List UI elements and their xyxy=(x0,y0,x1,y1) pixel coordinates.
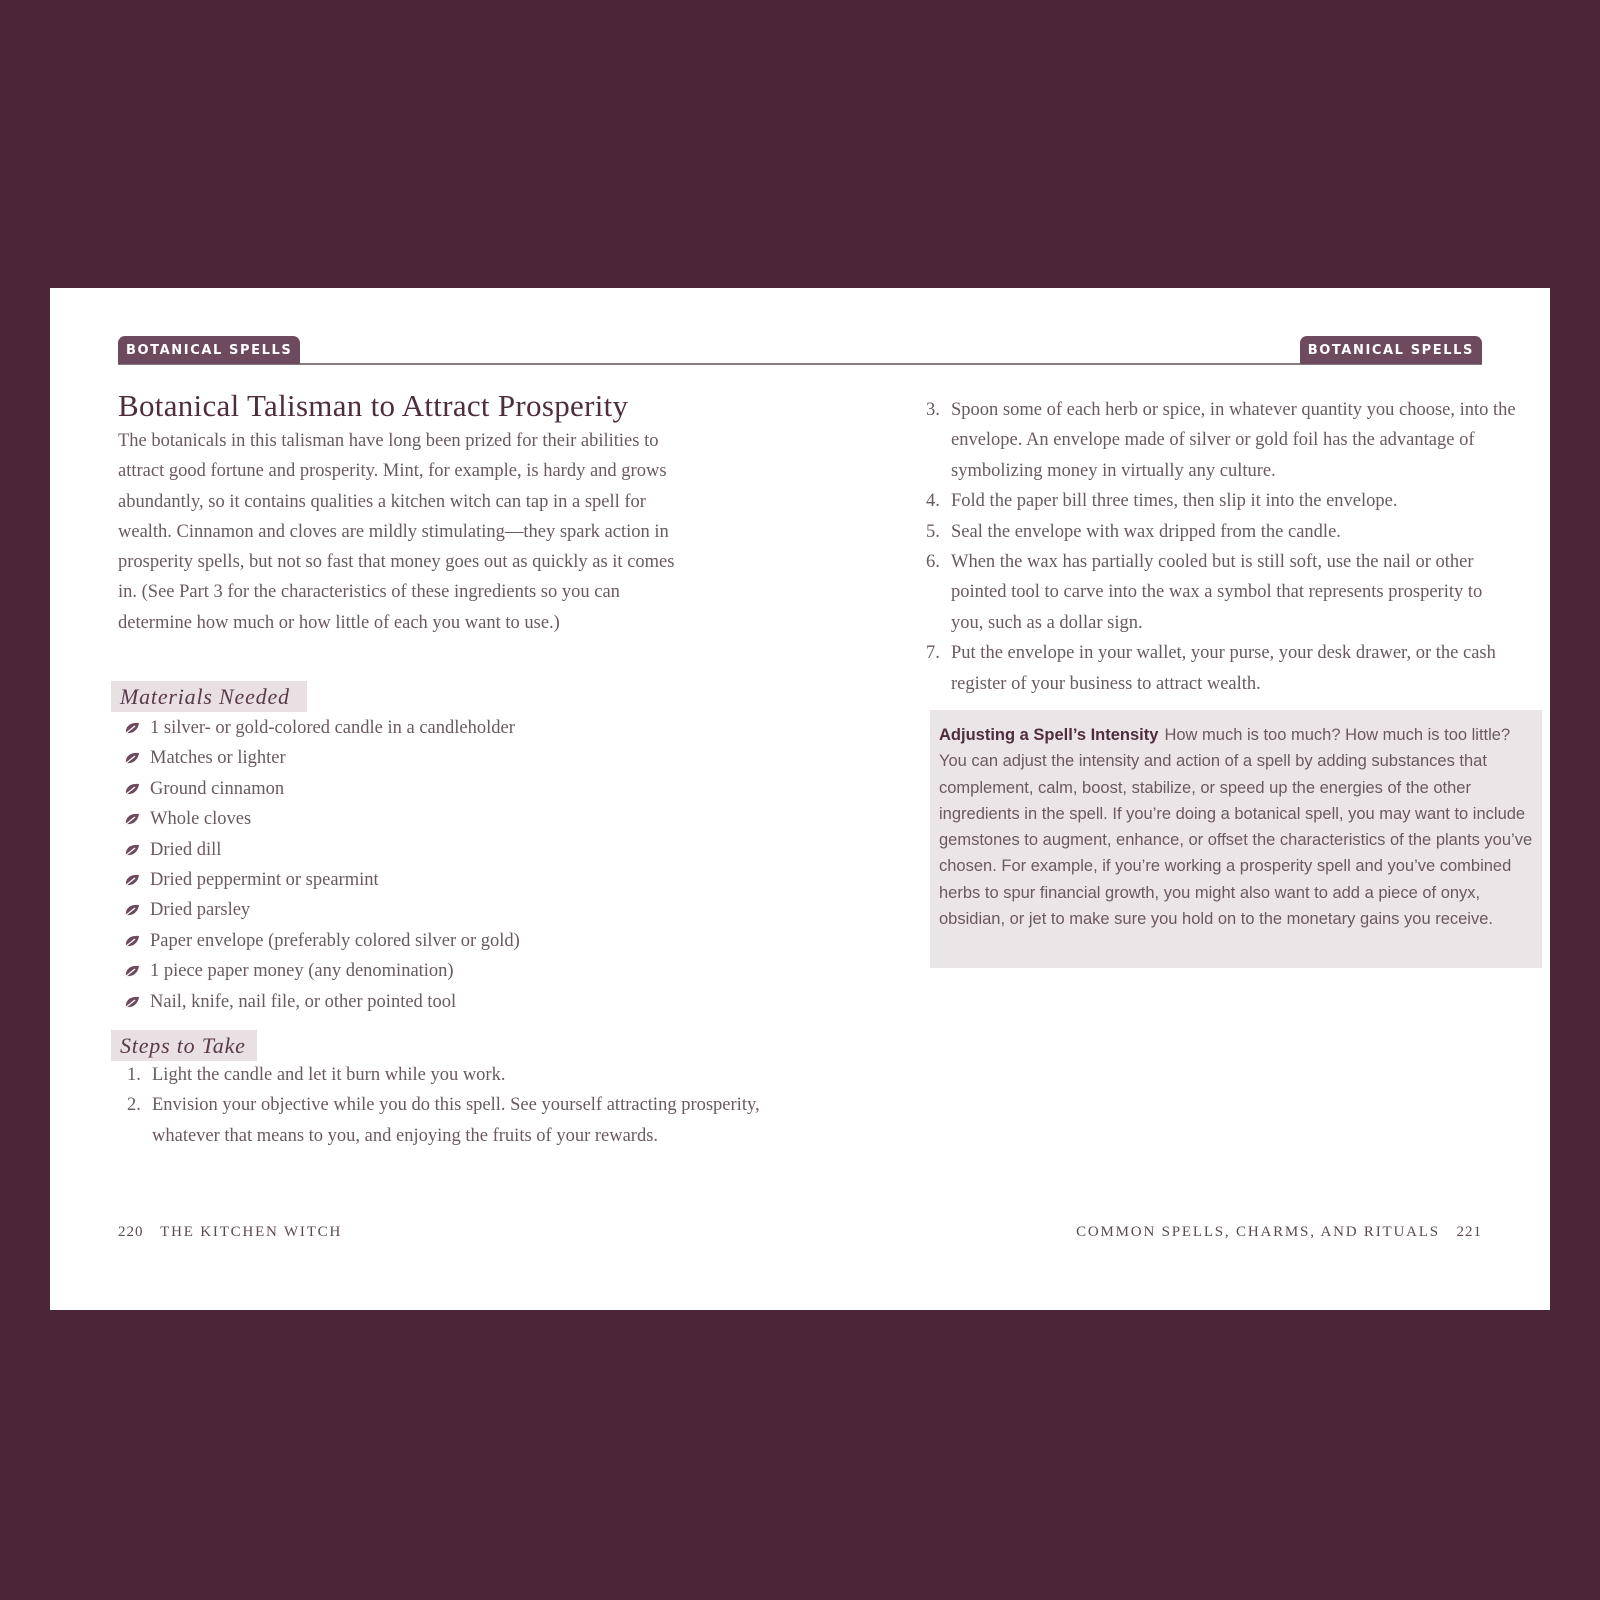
left-page xyxy=(50,288,800,1310)
list-item xyxy=(124,774,520,804)
section-tab: BOTANICAL SPELLS xyxy=(1300,336,1482,364)
material-text: Nail, knife, nail file, or other pointed tool xyxy=(150,991,457,1012)
material-text: Whole cloves xyxy=(150,809,252,830)
leaf-icon xyxy=(124,989,141,1003)
step-item xyxy=(923,547,1518,638)
step-number: 5. xyxy=(926,521,940,542)
material-text: Dried parsley xyxy=(150,900,251,921)
step-item xyxy=(923,486,1518,516)
sidebar-title: Adjusting a Spell’s Intensity xyxy=(939,726,1159,744)
step-item xyxy=(124,1060,764,1090)
left-footer xyxy=(118,1224,342,1241)
steps-list xyxy=(124,1060,764,1151)
section-tab: BOTANICAL SPELLS xyxy=(118,336,300,364)
list-item xyxy=(124,713,520,743)
steps-heading: Steps to Take xyxy=(111,1030,257,1061)
step-text: Light the candle and let it burn while you work. xyxy=(152,1065,506,1085)
right-footer xyxy=(1076,1224,1482,1241)
step-item xyxy=(124,1090,764,1151)
material-text: Ground cinnamon xyxy=(150,778,285,799)
list-item xyxy=(124,926,520,956)
step-text: Put the envelope in your wallet, your purse, your desk drawer, or the cash register of your business to attract wealth. xyxy=(951,643,1496,694)
list-item xyxy=(124,865,520,895)
material-text: 1 silver- or gold-colored candle in a candleholder xyxy=(150,718,515,738)
step-number: 7. xyxy=(926,643,940,664)
material-text: Paper envelope (preferably colored silver or gold) xyxy=(150,930,520,951)
leaf-icon xyxy=(124,745,141,759)
material-text: Dried dill xyxy=(150,839,222,860)
material-text: 1 piece paper money (any denomination) xyxy=(150,961,454,982)
materials-list xyxy=(124,713,520,1017)
step-text: Envision your objective while you do this spell. See yourself attracting prosperity, whatever that means to you, and enjoying the fruits of your rewards. xyxy=(152,1095,760,1146)
step-text: Seal the envelope with wax dripped from the candle. xyxy=(951,521,1341,542)
step-number: 4. xyxy=(926,491,940,512)
step-number: 1. xyxy=(127,1065,141,1085)
page-number: 221 xyxy=(1456,1224,1482,1240)
step-item xyxy=(923,395,1518,486)
step-item xyxy=(923,517,1518,547)
list-item xyxy=(124,804,520,834)
steps-list-continued xyxy=(923,395,1518,699)
step-number: 6. xyxy=(926,552,940,573)
material-text: Dried peppermint or spearmint xyxy=(150,869,379,890)
page-number: 220 xyxy=(118,1224,144,1240)
book-spread xyxy=(50,288,1550,1310)
intro-paragraph: The botanicals in this talisman have long been prized for their abilities to attract good fortune and prosperity. Mint, for example, is hardy and grows abundantly, so it contains qualities a kitchen witch can tap in a spell for wealth. Cinnamon and cloves are mildly stimulating—they spark action in prosperity spells, but not so fast that money goes out as quickly as it comes in. (See Part 3 for the characteristics of these ingredients so you can determine how much or how little of each you want to use.) xyxy=(118,431,675,633)
leaf-icon xyxy=(124,806,141,820)
spell-title: Botanical Talisman to Attract Prosperity xyxy=(118,388,629,423)
book-title: THE KITCHEN WITCH xyxy=(160,1224,343,1240)
leaf-icon xyxy=(124,928,141,942)
sidebar-body: How much is too much? How much is too little? You can adjust the intensity and action of a spell by adding substances that complement, calm, boost, stabilize, or speed up the energies of the other ingredients in the spell. If you’re doing a botanical spell, you may want to include gemstones to augment, enhance, or offset the characteristics of the plants you’ve chosen. For example, if you’re working a prosperity spell and you’ve combined herbs to spur financial growth, you might also want to add a piece of onyx, obsidian, or jet to make sure you hold on to the monetary gains you receive. xyxy=(939,726,1533,929)
list-item xyxy=(124,835,520,865)
leaf-icon xyxy=(124,776,141,790)
materials-heading: Materials Needed xyxy=(111,681,307,712)
material-text: Matches or lighter xyxy=(150,748,286,769)
sidebar-box xyxy=(930,710,1542,968)
step-text: Spoon some of each herb or spice, in whatever quantity you choose, into the envelope. An envelope made of silver or gold foil has the advantage of symbolizing money in virtually any culture. xyxy=(951,400,1516,481)
leaf-icon xyxy=(124,958,141,972)
list-item xyxy=(124,987,520,1017)
right-page xyxy=(800,288,1550,1310)
leaf-icon xyxy=(124,715,141,729)
step-text: When the wax has partially cooled but is still soft, use the nail or other pointed tool to carve into the wax a symbol that represents prosperity to you, such as a dollar sign. xyxy=(951,552,1483,633)
step-number: 3. xyxy=(926,400,940,420)
leaf-icon xyxy=(124,897,141,911)
list-item xyxy=(124,743,520,773)
step-text: Fold the paper bill three times, then slip it into the envelope. xyxy=(951,491,1398,512)
list-item xyxy=(124,895,520,925)
list-item xyxy=(124,956,520,986)
step-number: 2. xyxy=(127,1095,141,1116)
leaf-icon xyxy=(124,867,141,881)
chapter-title: COMMON SPELLS, CHARMS, AND RITUALS xyxy=(1076,1224,1440,1240)
leaf-icon xyxy=(124,837,141,851)
step-item xyxy=(923,638,1518,699)
